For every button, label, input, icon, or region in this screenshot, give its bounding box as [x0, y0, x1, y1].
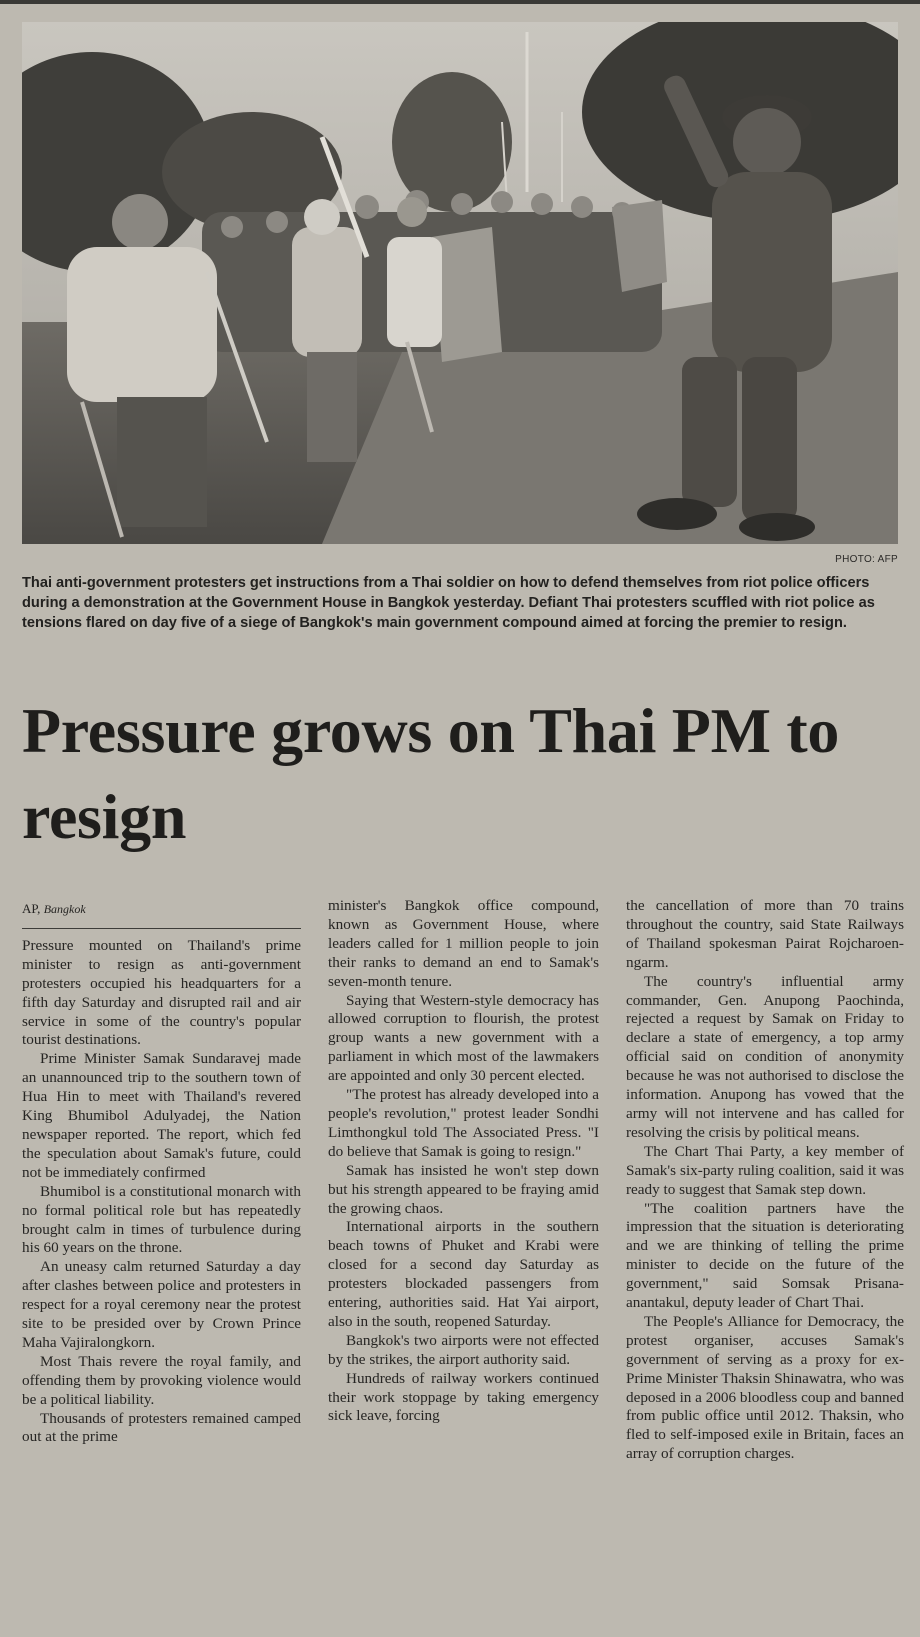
paragraph: Bangkok's two airports were not effected by the strikes, the airport authority said. — [328, 1331, 599, 1368]
article-column-2 — [328, 897, 599, 1426]
headline: Pressure grows on Thai PM to resign — [22, 695, 840, 852]
article-column-1 — [22, 900, 301, 1447]
paragraph: minister's Bangkok office compound, known as Government House, where leaders called for 1 million people to join their ranks to demand an end to Samak's seven-month tenure. — [328, 897, 599, 990]
paragraph: Pressure mounted on Thailand's prime minister to resign as anti-government protesters occupied his headquarters for a fifth day Saturday and disrupted rail and air service in some of the country's popular tourist destinations. — [22, 936, 301, 1049]
byline-place: Bangkok — [43, 902, 86, 916]
byline-agency: AP, — [22, 901, 41, 916]
top-rule — [0, 0, 920, 4]
paragraph: The People's Alliance for Democracy, the protest organiser, accuses Samak's government of serving as a proxy for ex-Prime Minister Thaksin Shinawatra, who was deposed in a 2006 bloodless coup and banned from public office until 2012. Thaksin, who fled to self-imposed exile in Britain, faces an array of corruption charges. — [626, 1312, 904, 1463]
paragraph: Hundreds of railway workers continued their work stoppage by taking emergency sick leave, forcing — [328, 1369, 599, 1425]
paragraph: "The coalition partners have the impression that the situation is deteriorating and we are thinking of telling the prime minister to decide on the future of the government," said Somsak Prisana-anantakul, deputy leader of Chart Thai. — [626, 1199, 904, 1312]
paragraph: Most Thais revere the royal family, and offending them by provoking violence would be a political liability. — [22, 1352, 301, 1408]
photo-caption: Thai anti-government protesters get instructions from a Thai soldier on how to defend themselves from riot police officers during a demonstration at the Government House in Bangkok yesterday. Defiant Thai protesters scuffled with riot police as tensions flared on day five of a siege of Bangkok's main government compound aimed at forcing the premier to resign. — [22, 575, 875, 631]
photo-credit: PHOTO: AFP — [835, 554, 898, 565]
article-column-3 — [626, 897, 904, 1464]
paragraph: Thousands of protesters remained camped out at the prime — [22, 1409, 301, 1446]
paragraph: Bhumibol is a constitutional monarch with no formal political role but has repeatedly brought calm in times of turbulence during his 60 years on the throne. — [22, 1182, 301, 1257]
paragraph: Saying that Western-style democracy has allowed corruption to flourish, the protest group wants a new government with a parliament in which most of the lawmakers are appointed and only 30 percent elected. — [328, 991, 599, 1085]
byline-rule — [22, 928, 301, 929]
paragraph: An uneasy calm returned Saturday a day after clashes between police and protesters in respect for a royal ceremony near the protest site to be presided over by Crown Prince Maha Vajiralongkorn. — [22, 1258, 301, 1351]
paragraph: Samak has insisted he won't step down but his strength appeared to be fraying amid the growing chaos. — [328, 1161, 599, 1217]
byline — [22, 900, 301, 919]
news-photo — [22, 22, 898, 544]
paragraph: Prime Minister Samak Sundaravej made an unannounced trip to the southern town of Hua Hin to meet with Thailand's revered King Bhumibol Adulyadej, the Nation newspaper reported. The report, which fed the speculation about Samak's future, could not be immediately confirmed — [22, 1050, 301, 1181]
paragraph: the cancellation of more than 70 trains throughout the country, said State Railways of Thailand spokesman Pairat Rojcharoen-ngarm. — [626, 897, 904, 971]
paragraph: "The protest has already developed into a people's revolution," protest leader Sondhi Limthongkul told The Associated Press. "I do believe that Samak is going to resign." — [328, 1086, 599, 1160]
paragraph: The country's influential army commander, Gen. Anupong Paochinda, rejected a request by Samak on Friday to declare a state of emergency, a top army official said on condition of anonymity because he was not authorised to disclose the information. Anupong has vowed that the army will not intervene and has called for resolving the crisis by political means. — [626, 972, 904, 1141]
paragraph: International airports in the southern beach towns of Phuket and Krabi were closed for a second day Saturday as protesters blockaded passengers from entering, authorities said. Hat Yai airport, also in the south, reopened Saturday. — [328, 1218, 599, 1330]
paragraph: The Chart Thai Party, a key member of Samak's six-party ruling coalition, said it was ready to suggest that Samak step down. — [626, 1142, 904, 1198]
